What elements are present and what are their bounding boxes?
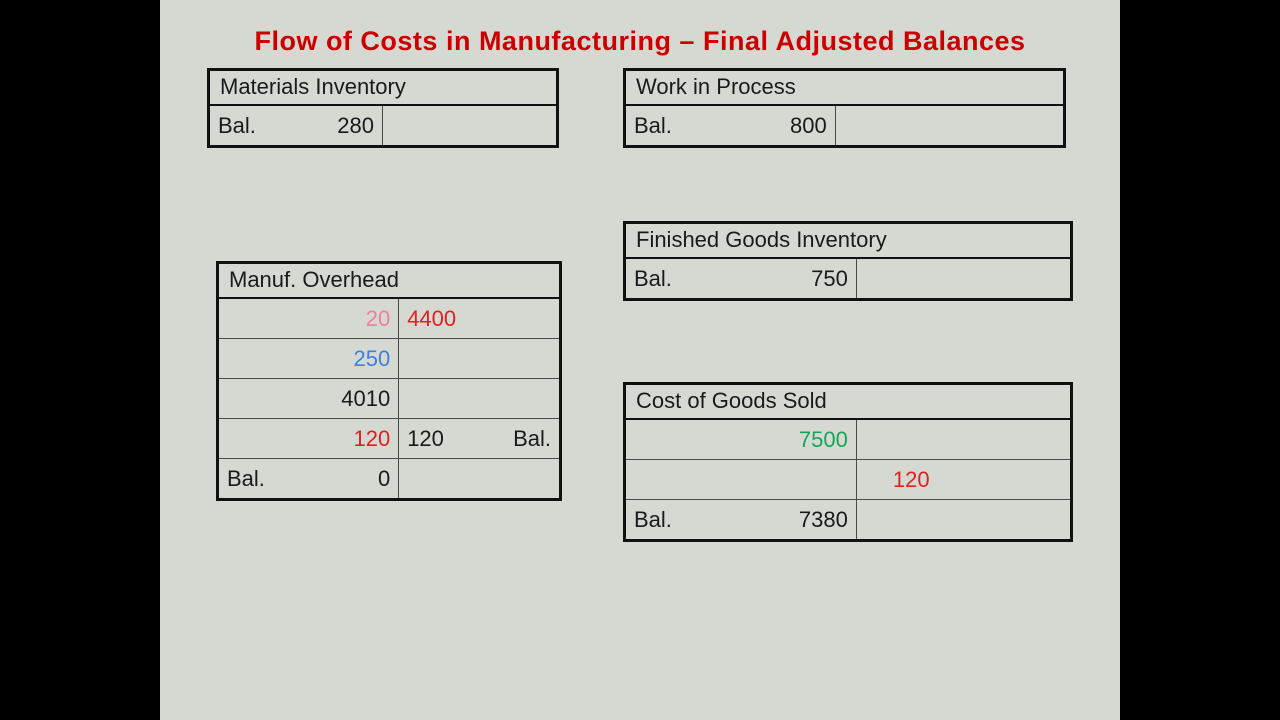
- entry-amount: 120: [353, 426, 391, 452]
- t-account-finished-goods-inventory: [623, 221, 1073, 301]
- debit-cell: [210, 106, 383, 145]
- entry-amount: 120: [407, 426, 444, 452]
- credit-cell: [399, 459, 559, 498]
- debit-cell: [219, 379, 399, 418]
- account-header: Finished Goods Inventory: [626, 224, 1070, 259]
- table-row: [219, 299, 559, 339]
- debit-cell: [219, 299, 399, 338]
- entry-amount: 250: [353, 346, 391, 372]
- account-header: Manuf. Overhead: [219, 264, 559, 299]
- entry-amount: 7500: [798, 427, 848, 453]
- entry-label: Bal.: [513, 426, 551, 452]
- credit-cell: [857, 420, 1070, 459]
- debit-cell: [219, 419, 399, 458]
- debit-cell: [626, 259, 857, 298]
- entry-amount: 800: [790, 113, 827, 139]
- slide-canvas: [160, 0, 1120, 720]
- t-account-manufacturing-overhead: [216, 261, 562, 501]
- t-account-cost-of-goods-sold: [623, 382, 1073, 542]
- table-row: [219, 379, 559, 419]
- entry-amount: 7380: [798, 507, 848, 533]
- table-row: [219, 419, 559, 459]
- account-header: Materials Inventory: [210, 71, 556, 106]
- entry-label: Bal.: [634, 507, 672, 533]
- table-row: [626, 500, 1070, 539]
- entry-label: Bal.: [634, 266, 672, 292]
- debit-cell: [219, 459, 399, 498]
- account-header: Cost of Goods Sold: [626, 385, 1070, 420]
- debit-cell: [626, 500, 857, 539]
- t-account-materials-inventory: [207, 68, 559, 148]
- entry-amount: 120: [892, 467, 930, 493]
- debit-cell: [626, 460, 857, 499]
- credit-cell: [857, 259, 1070, 298]
- entry-amount: 20: [365, 306, 391, 332]
- credit-cell: [383, 106, 556, 145]
- entry-amount: 4010: [341, 386, 391, 412]
- entry-amount: 0: [377, 466, 391, 492]
- table-row: [626, 106, 1063, 145]
- debit-cell: [626, 106, 836, 145]
- credit-cell: [399, 419, 559, 458]
- credit-cell: [399, 339, 559, 378]
- entry-label: Bal.: [218, 113, 256, 139]
- table-row: [626, 460, 1070, 500]
- table-row: [219, 459, 559, 498]
- credit-cell: [836, 106, 1063, 145]
- debit-cell: [626, 420, 857, 459]
- t-account-work-in-process: [623, 68, 1066, 148]
- entry-label: Bal.: [227, 466, 265, 492]
- entry-label: Bal.: [634, 113, 672, 139]
- credit-cell: [399, 379, 559, 418]
- account-header: Work in Process: [626, 71, 1063, 106]
- credit-cell: [399, 299, 559, 338]
- credit-cell: [857, 500, 1070, 539]
- entry-amount: 280: [337, 113, 374, 139]
- entry-amount: 4400: [407, 306, 457, 332]
- table-row: [210, 106, 556, 145]
- page-title: Flow of Costs in Manufacturing – Final Adjusted Balances: [254, 26, 1026, 56]
- table-row: [219, 339, 559, 379]
- credit-cell: [857, 460, 1070, 499]
- debit-cell: [219, 339, 399, 378]
- table-row: [626, 420, 1070, 460]
- table-row: [626, 259, 1070, 298]
- entry-amount: 750: [811, 266, 848, 292]
